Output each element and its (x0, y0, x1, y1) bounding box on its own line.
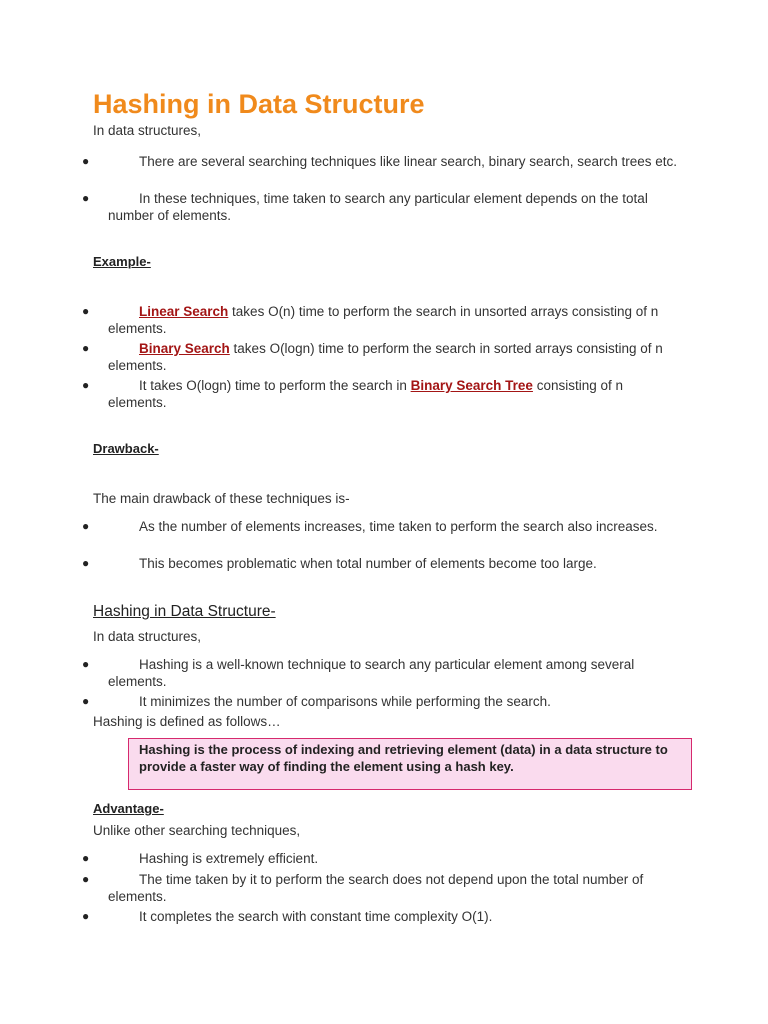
bullet-icon: ● (82, 191, 90, 205)
hashing-heading: Hashing in Data Structure- (93, 603, 276, 620)
list-item (82, 850, 682, 867)
list-item-text: The time taken by it to perform the search does not depend upon the total number of elements. (108, 872, 644, 904)
list-item-rest: consisting of n elements. (108, 378, 623, 410)
list-item (82, 190, 682, 224)
list-item (82, 340, 682, 374)
example-heading: Example- (93, 254, 151, 269)
binary-search-link[interactable]: Binary Search (139, 341, 230, 356)
list-item-pre: It takes O(logn) time to perform the search in (139, 378, 411, 393)
list-item-text: There are several searching techniques like linear search, binary search, search trees etc. (139, 154, 678, 169)
list-item (82, 303, 682, 337)
list-item (82, 693, 682, 710)
linear-search-link[interactable]: Linear Search (139, 304, 229, 319)
list-item (82, 153, 682, 170)
bullet-icon: ● (82, 154, 90, 168)
bullet-icon: ● (82, 304, 90, 318)
drawback-lead: The main drawback of these techniques is- (93, 491, 350, 506)
bullet-icon: ● (82, 694, 90, 708)
list-item (82, 656, 682, 690)
hashing-lead: In data structures, (93, 629, 202, 644)
list-item-text: Hashing is extremely efficient. (139, 851, 319, 866)
page-title: Hashing in Data Structure (93, 89, 425, 119)
binary-search-tree-link[interactable]: Binary Search Tree (410, 378, 533, 393)
list-item-text: It completes the search with constant time complexity O(1). (139, 909, 493, 924)
bullet-icon: ● (82, 519, 90, 533)
definition-callout: Hashing is the process of indexing and retrieving element (data) in a data structure to provide a faster way of finding the element using a hash key. (128, 738, 692, 790)
bullet-icon: ● (82, 851, 90, 865)
list-item-text: It minimizes the number of comparisons while performing the search. (139, 694, 551, 709)
list-item (82, 518, 682, 535)
list-item-text: This becomes problematic when total number of elements become too large. (139, 556, 597, 571)
list-item-text (108, 303, 682, 337)
definition-lead: Hashing is defined as follows… (93, 714, 281, 729)
list-item-rest: takes O(n) time to perform the search in unsorted arrays consisting of n elements. (108, 304, 659, 336)
advantage-heading: Advantage- (93, 801, 164, 816)
intro-lead: In data structures, (93, 123, 202, 138)
bullet-icon: ● (82, 341, 90, 355)
list-item-text (108, 377, 682, 411)
list-item (82, 908, 682, 925)
bullet-icon: ● (82, 872, 90, 886)
bullet-icon: ● (82, 378, 90, 392)
list-item-text: As the number of elements increases, time taken to perform the search also increases. (139, 519, 658, 534)
bullet-icon: ● (82, 657, 90, 671)
list-item (82, 555, 682, 572)
list-item (82, 871, 682, 905)
list-item-rest: takes O(logn) time to perform the search in sorted arrays consisting of n elements. (108, 341, 663, 373)
list-item-text: In these techniques, time taken to search any particular element depends on the total number of elements. (108, 191, 648, 223)
bullet-icon: ● (82, 556, 90, 570)
list-item-text (108, 340, 682, 374)
drawback-heading: Drawback- (93, 441, 159, 456)
list-item-text: Hashing is a well-known technique to search any particular element among several elements. (108, 657, 635, 689)
advantage-lead: Unlike other searching techniques, (93, 823, 301, 838)
bullet-icon: ● (82, 909, 90, 923)
list-item (82, 377, 682, 411)
